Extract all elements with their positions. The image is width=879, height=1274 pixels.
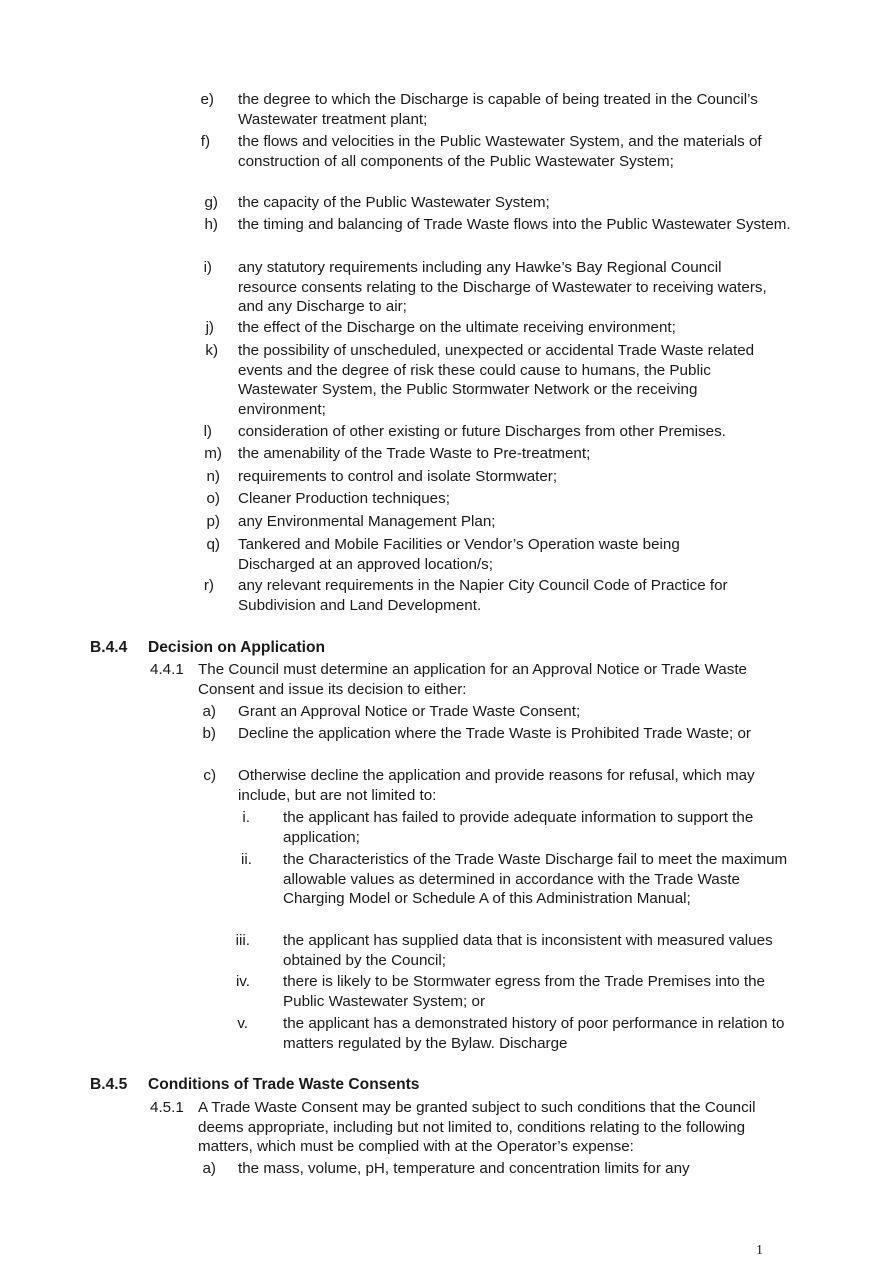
sub-list-item-label: iii.	[235, 932, 250, 949]
list-item-text: the degree to which the Discharge is capable of being treated in the Council’s Wastewater treatment plant;	[238, 91, 758, 128]
list-item-text: Decline the application where the Trade Waste is Prohibited Trade Waste; or	[238, 725, 751, 742]
sub-list-item-label: iv.	[235, 973, 250, 990]
clause-text: The Council must determine an application for an Approval Notice or Trade Waste Consent and issue its decision to either:	[198, 661, 747, 698]
list-item-label: m)	[204, 445, 222, 462]
list-item-label: a)	[202, 703, 216, 720]
sub-list-item-text: the Characteristics of the Trade Waste Discharge fail to meet the maximum allowable values as determined in accordance with the Trade Waste Charging Model or Schedule A of this Administration Manual;	[283, 851, 788, 908]
list-item-label: l)	[203, 423, 212, 440]
sub-list-item-text: the applicant has supplied data that is inconsistent with measured values obtained by the Council;	[283, 932, 773, 969]
list-item-text: the possibility of unscheduled, unexpected or accidental Trade Waste related events and the degree of risk these could cause to humans, the Public Wastewater System, the Public Stormwater Network or the receiving environment;	[238, 342, 755, 418]
list-item-label: r)	[203, 577, 214, 594]
list-item-text: the capacity of the Public Wastewater System;	[238, 194, 550, 211]
list-item-label: a)	[202, 1160, 216, 1177]
clause-number: 4.5.1	[150, 1099, 184, 1116]
list-item-label: e)	[200, 91, 214, 108]
list-item-text: any relevant requirements in the Napier City Council Code of Practice for Subdivision and Land Development.	[238, 577, 728, 614]
clause-text: A Trade Waste Consent may be granted subject to such conditions that the Council deems appropriate, including but not limited to, conditions relating to the following matters, which must be complied with at the Operator’s expense:	[198, 1099, 756, 1156]
list-item-label: c)	[203, 767, 216, 784]
list-item-text: Cleaner Production techniques;	[238, 490, 450, 507]
list-item-label: b)	[202, 725, 216, 742]
sub-list-item-label: i.	[242, 809, 250, 826]
section-number: B.4.5	[90, 1076, 128, 1093]
list-item-label: j)	[205, 319, 214, 336]
section-title: Decision on Application	[148, 639, 326, 656]
list-item-text: Otherwise decline the application and provide reasons for refusal, which may include, but are not limited to:	[238, 767, 755, 804]
list-item-text: the amenability of the Trade Waste to Pre-treatment;	[238, 445, 591, 462]
list-item-text: Tankered and Mobile Facilities or Vendor’s Operation waste being Discharged at an approved location/s;	[238, 536, 680, 573]
list-item-label: i)	[203, 259, 212, 276]
page-number: 1	[756, 1243, 763, 1258]
sub-list-item-label: v.	[237, 1015, 248, 1032]
sub-list-item-text: the applicant has a demonstrated history of poor performance in relation to matters regulated by the Bylaw. Discharge	[283, 1015, 785, 1052]
list-item-label: f)	[200, 133, 210, 150]
sub-list-item-text: the applicant has failed to provide adequate information to support the application;	[283, 809, 754, 846]
list-item-text: Grant an Approval Notice or Trade Waste Consent;	[238, 703, 581, 720]
sub-list-item-text: there is likely to be Stormwater egress from the Trade Premises into the Public Wastewater System; or	[283, 973, 765, 1010]
list-item-label: g)	[204, 194, 218, 211]
list-item-text: the mass, volume, pH, temperature and concentration limits for any	[238, 1160, 690, 1177]
list-item-label: n)	[206, 468, 220, 485]
list-item-text: any statutory requirements including any Hawke’s Bay Regional Council resource consents relating to the Discharge of Wastewater to receiving waters, and any Discharge to air;	[238, 259, 767, 316]
list-item-label: k)	[205, 342, 218, 359]
list-item-label: h)	[204, 216, 218, 233]
clause-number: 4.4.1	[150, 661, 184, 678]
list-item-text: the flows and velocities in the Public Wastewater System, and the materials of construction of all components of the Public Wastewater System;	[238, 133, 762, 170]
list-item-label: p)	[206, 513, 220, 530]
list-item-text: consideration of other existing or future Discharges from other Premises.	[238, 423, 726, 440]
list-item-label: q)	[206, 536, 220, 553]
section-title: Conditions of Trade Waste Consents	[148, 1076, 420, 1093]
list-item-text: the effect of the Discharge on the ultimate receiving environment;	[238, 319, 676, 336]
list-item-text: requirements to control and isolate Stormwater;	[238, 468, 558, 485]
list-item-label: o)	[206, 490, 220, 507]
list-item-text: any Environmental Management Plan;	[238, 513, 496, 530]
list-item-text: the timing and balancing of Trade Waste flows into the Public Wastewater System.	[238, 216, 791, 233]
section-number: B.4.4	[90, 639, 128, 656]
sub-list-item-label: ii.	[241, 851, 252, 868]
